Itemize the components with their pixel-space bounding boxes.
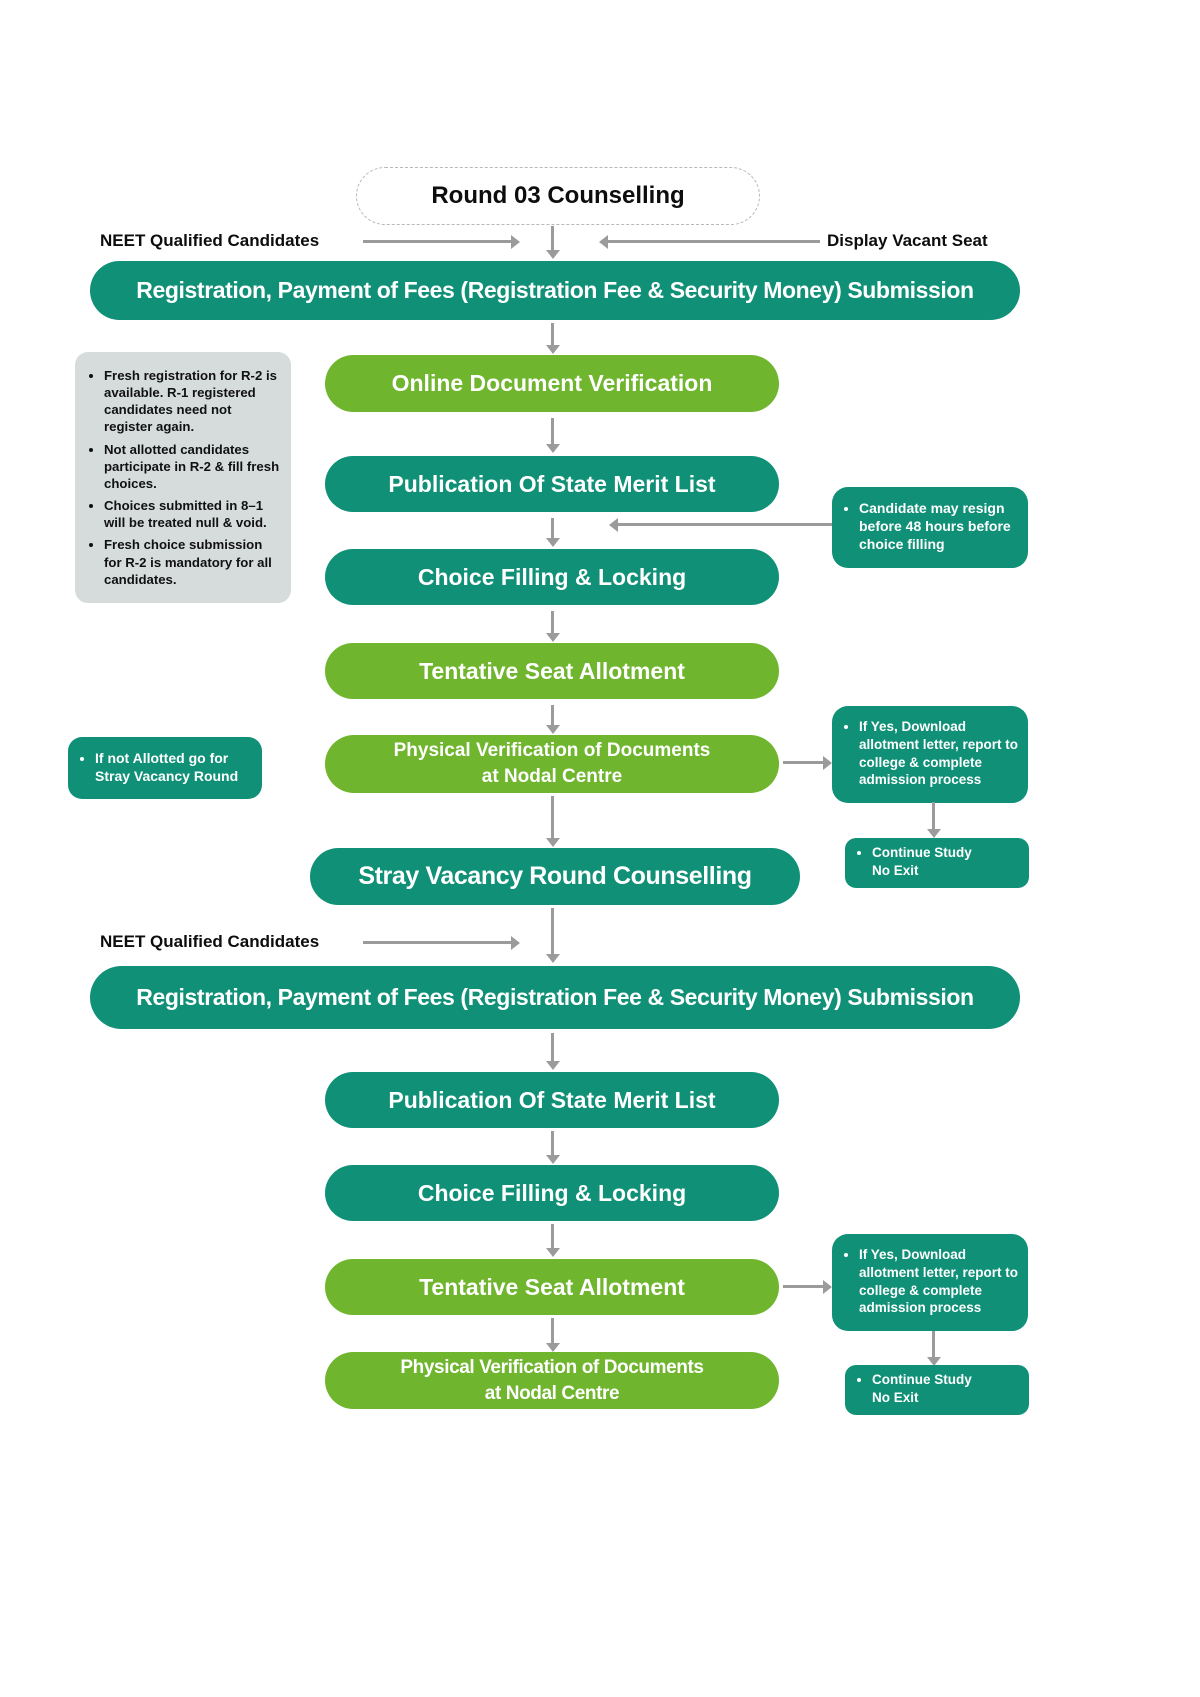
arrow-stray-4 xyxy=(551,1224,554,1248)
start-oval xyxy=(356,167,760,225)
note-continue-stray-line1: • Continue Study xyxy=(872,1372,972,1387)
note-registration-info-item: • Choices submitted in 8–1 will be treated null & void. xyxy=(104,497,283,531)
note-if-yes-r3-text: • If Yes, Download allotment letter, report to college & complete admission process xyxy=(859,718,1020,789)
note-registration-info-item: • Fresh registration for R-2 is available. R-1 registered candidates need not register again. xyxy=(104,367,283,436)
label-neet-qualified-1: NEET Qualified Candidates xyxy=(100,231,320,250)
arrow-neet-1 xyxy=(363,240,511,243)
note-resign xyxy=(832,487,1028,568)
note-if-yes-stray xyxy=(832,1234,1028,1331)
arrow-r3-3 xyxy=(551,518,554,538)
note-continue-stray xyxy=(845,1365,1029,1415)
node-merit-list-r3-label: Publication Of State Merit List xyxy=(388,470,716,497)
arrow-stray-3 xyxy=(551,1131,554,1155)
note-registration-info-item: • Not allotted candidates participate in R-2 & fill fresh choices. xyxy=(104,441,283,492)
note-continue-r3-line2: No Exit xyxy=(872,863,919,879)
node-physical-verification-r3 xyxy=(325,735,779,793)
arrow-r3-4 xyxy=(551,611,554,633)
arrow-r3-1 xyxy=(551,323,554,345)
arrow-display-vacant xyxy=(608,240,820,243)
arrow-r3-2 xyxy=(551,418,554,444)
arrow-start-down xyxy=(551,226,554,250)
node-choice-filling-stray-label: Choice Filling & Locking xyxy=(417,1179,687,1206)
arrow-neet-2 xyxy=(363,941,511,944)
note-continue-r3 xyxy=(845,838,1029,888)
arrow-continue-stray xyxy=(932,1331,935,1357)
node-physical-verification-r3-line1: Physical Verification of Documents xyxy=(393,740,711,762)
arrow-if-yes-stray xyxy=(783,1285,823,1288)
note-if-yes-r3 xyxy=(832,706,1028,803)
arrow-stray-1 xyxy=(551,908,554,954)
node-registration-r3 xyxy=(90,261,1020,320)
arrow-resign-note xyxy=(618,523,832,526)
node-registration-r3-label: Registration, Payment of Fees (Registration Fee & Security Money) Submission xyxy=(136,277,974,303)
node-tentative-allotment-r3 xyxy=(325,643,779,699)
note-resign-text: • Candidate may resign before 48 hours before choice filling xyxy=(859,499,1020,554)
node-online-doc-verification-label: Online Document Verification xyxy=(391,370,713,396)
arrow-continue-r3 xyxy=(932,802,935,829)
note-if-yes-stray-text: • If Yes, Download allotment letter, report to college & complete admission process xyxy=(859,1246,1020,1317)
node-physical-verification-stray-line1: Physical Verification of Documents xyxy=(400,1356,704,1378)
node-stray-round-label: Stray Vacancy Round Counselling xyxy=(358,862,752,890)
arrow-if-yes-r3 xyxy=(783,761,823,764)
node-choice-filling-r3-label: Choice Filling & Locking xyxy=(417,563,687,590)
node-choice-filling-r3 xyxy=(325,549,779,605)
node-merit-list-stray xyxy=(325,1072,779,1128)
note-continue-r3-lines xyxy=(872,844,1021,880)
arrow-r3-5 xyxy=(551,705,554,725)
node-merit-list-r3 xyxy=(325,456,779,512)
node-online-doc-verification xyxy=(325,355,779,412)
arrow-stray-5 xyxy=(551,1318,554,1343)
start-oval-label: Round 03 Counselling xyxy=(431,182,685,209)
label-display-vacant-seat: Display Vacant Seat xyxy=(827,231,988,250)
note-registration-info-item: • Fresh choice submission for R-2 is mandatory for all candidates. xyxy=(104,536,283,587)
node-physical-verification-r3-line2: at Nodal Centre xyxy=(481,766,623,787)
node-choice-filling-stray xyxy=(325,1165,779,1221)
note-not-allotted xyxy=(68,737,262,799)
node-tentative-allotment-stray xyxy=(325,1259,779,1315)
note-registration-info xyxy=(75,352,291,603)
node-stray-round xyxy=(310,848,800,905)
label-neet-qualified-2: NEET Qualified Candidates xyxy=(100,932,320,951)
note-continue-stray-lines xyxy=(872,1371,1021,1407)
node-tentative-allotment-stray-label: Tentative Seat Allotment xyxy=(419,1273,685,1300)
note-continue-stray-line2: No Exit xyxy=(872,1390,919,1406)
node-tentative-allotment-r3-label: Tentative Seat Allotment xyxy=(419,657,685,684)
arrow-to-stray xyxy=(551,796,554,838)
node-physical-verification-stray xyxy=(325,1352,779,1409)
node-merit-list-stray-label: Publication Of State Merit List xyxy=(388,1086,716,1113)
note-not-allotted-text: • If not Allotted go for Stray Vacancy Round xyxy=(95,749,254,785)
node-physical-verification-stray-line2: at Nodal Centre xyxy=(484,1382,620,1404)
node-registration-stray xyxy=(90,966,1020,1029)
note-continue-r3-line1: • Continue Study xyxy=(872,845,972,860)
arrow-stray-2 xyxy=(551,1033,554,1061)
node-registration-stray-label: Registration, Payment of Fees (Registration Fee & Security Money) Submission xyxy=(136,984,974,1010)
